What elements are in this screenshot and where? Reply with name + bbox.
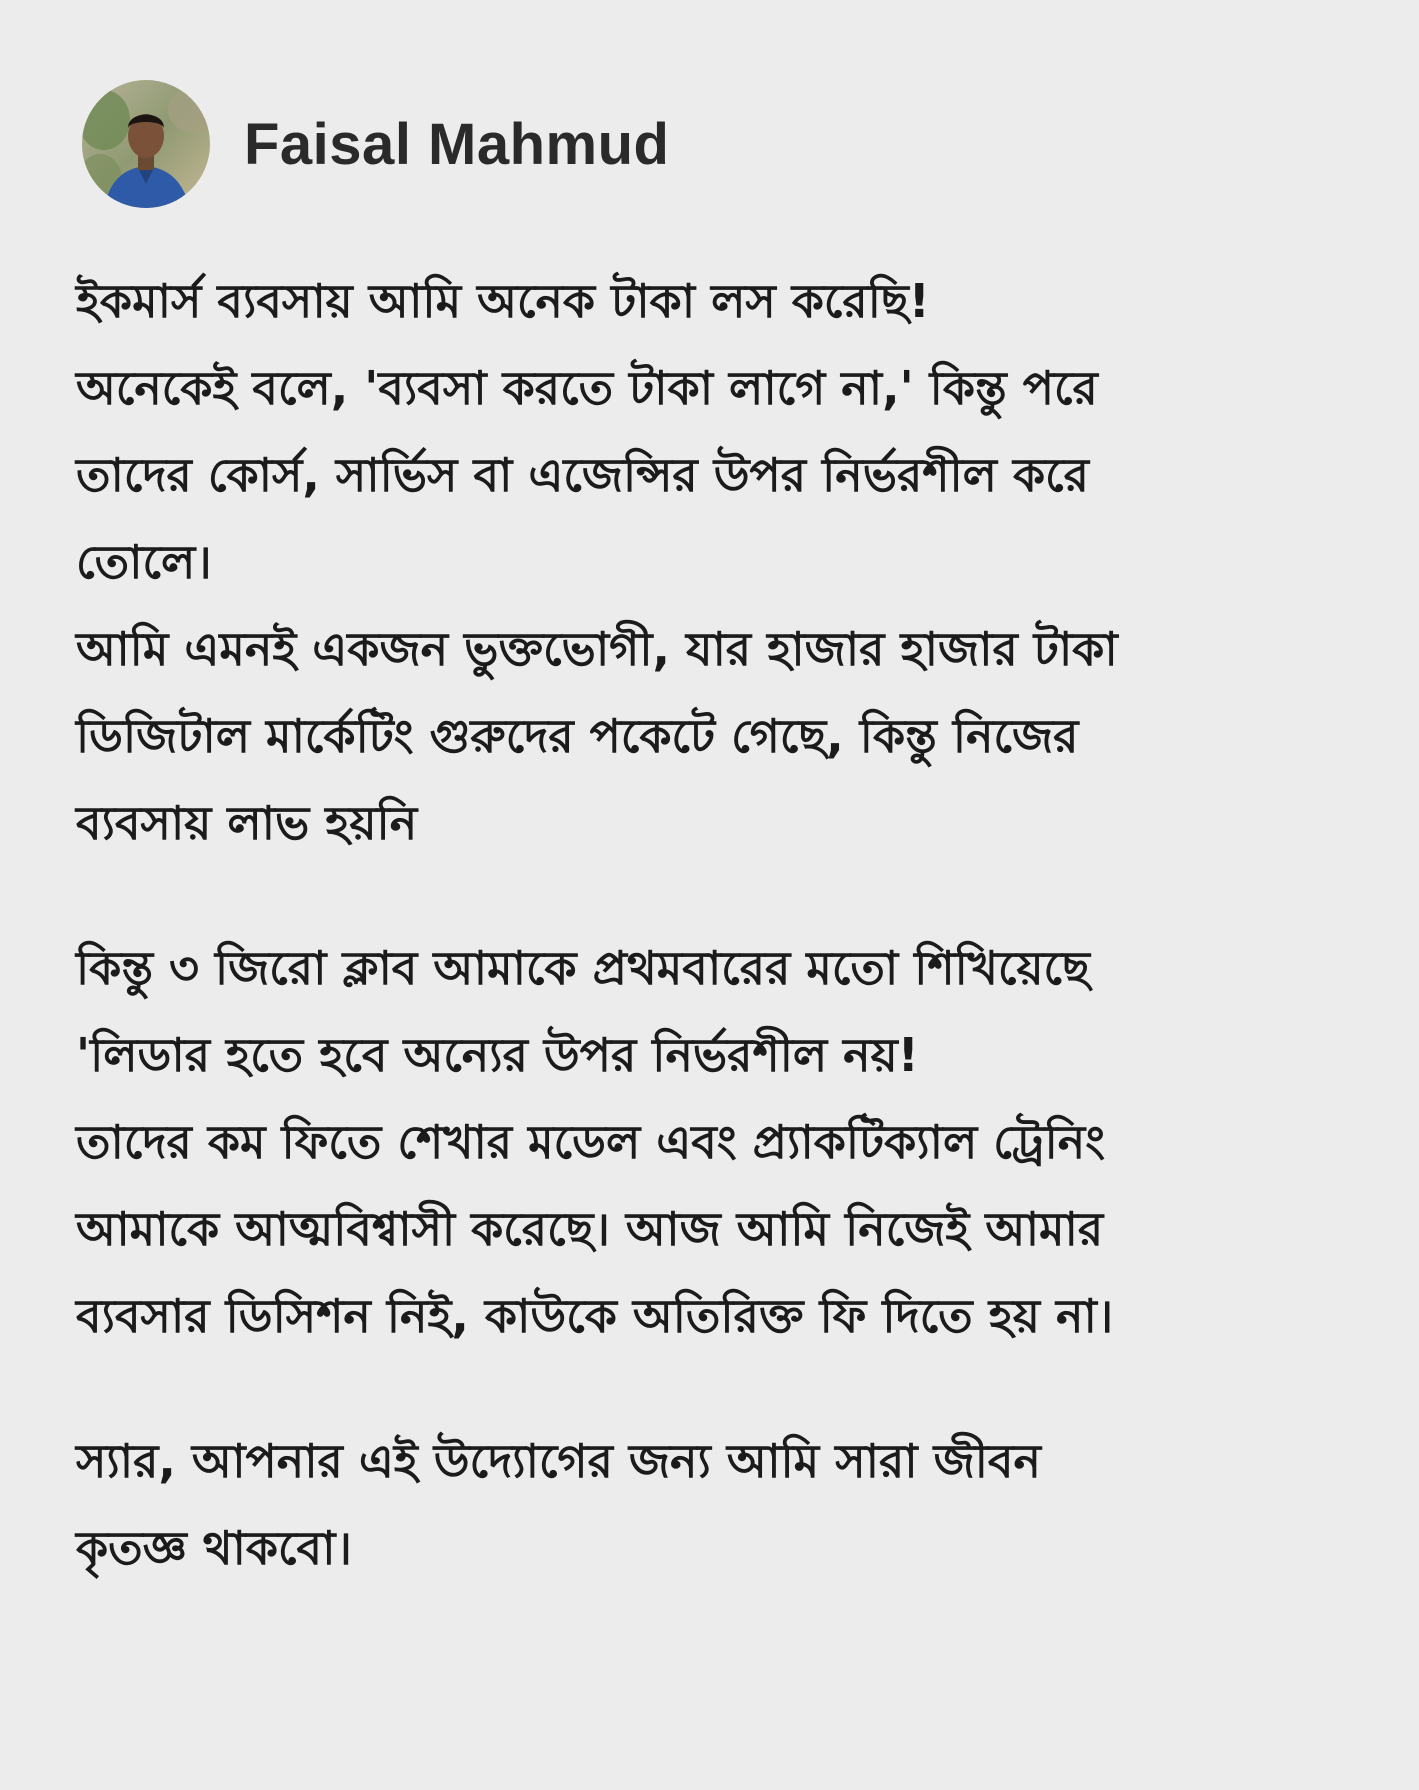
paragraph <box>76 925 1366 1360</box>
text-line: স্যার, আপনার এই উদ্যোগের জন্য আমি সারা জীবন <box>76 1434 1041 1488</box>
text-line: 'লিডার হতে হবে অন্যের উপর নির্ভরশীল নয়! <box>76 1028 919 1082</box>
text-line: ডিজিটাল মার্কেটিং গুরুদের পকেটে গেছে, কিন্তু নিজের <box>76 709 1079 763</box>
text-line: কৃতজ্ঞ থাকবো। <box>76 1521 352 1575</box>
text-line: তাদের কম ফিতে শেখার মডেল এবং প্র্যাকটিক্যাল ট্রেনিং <box>76 1115 1105 1169</box>
post-body <box>76 258 1366 1650</box>
text-line: তাদের কোর্স, সার্ভিস বা এজেন্সির উপর নির্ভরশীল করে <box>76 448 1089 502</box>
post-header <box>82 80 669 208</box>
text-line: ব্যবসায় লাভ হয়নি <box>76 796 418 850</box>
paragraph <box>76 258 1366 867</box>
text-line: আমি এমনই একজন ভুক্তভোগী, যার হাজার হাজার টাকা <box>76 622 1118 676</box>
text-line: ইকমার্স ব্যবসায় আমি অনেক টাকা লস করেছি! <box>76 274 930 328</box>
text-line: ব্যবসার ডিসিশন নিই, কাউকে অতিরিক্ত ফি দিতে হয় না। <box>76 1289 1114 1343</box>
author-name[interactable]: Faisal Mahmud <box>244 111 670 177</box>
paragraph <box>76 1418 1366 1592</box>
text-line: কিন্তু ৩ জিরো ক্লাব আমাকে প্রথমবারের মতো শিখিয়েছে <box>76 941 1090 995</box>
text-line: আমাকে আত্মবিশ্বাসী করেছে। আজ আমি নিজেই আমার <box>76 1202 1104 1256</box>
avatar[interactable] <box>82 80 210 208</box>
profile-photo-icon <box>82 80 210 208</box>
text-line: তোলে। <box>76 535 212 589</box>
text-line: অনেকেই বলে, 'ব্যবসা করতে টাকা লাগে না,' কিন্তু পরে <box>76 361 1098 415</box>
